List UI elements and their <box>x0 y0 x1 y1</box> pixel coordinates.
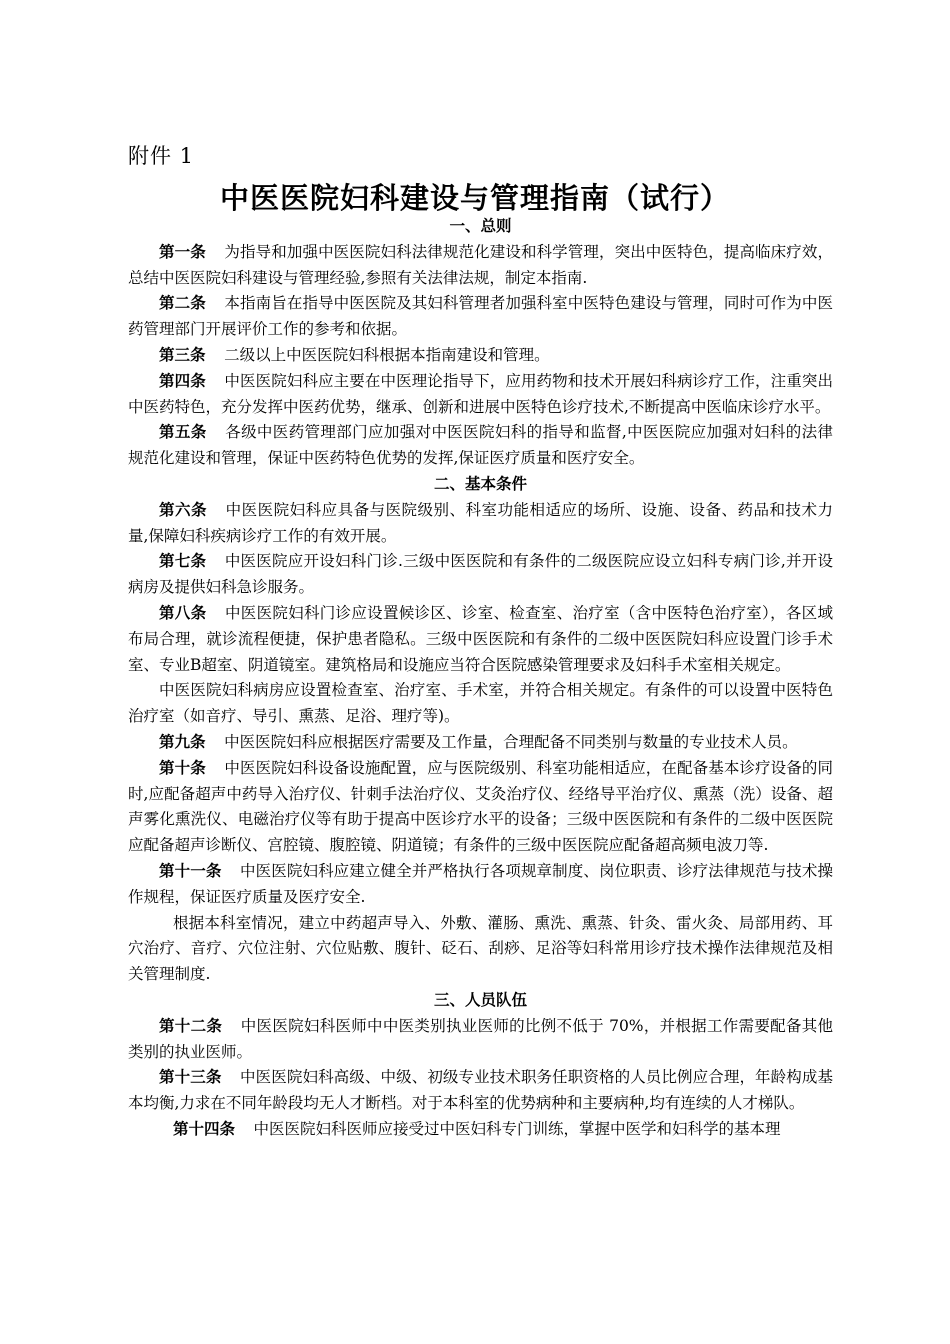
article-text: 中医医院妇科应具备与医院级别、科室功能相适应的场所、设施、设备、药品和技术力量,保障妇科疾病诊疗工作的有效开展。 <box>128 500 833 545</box>
article-14 <box>128 1117 833 1143</box>
section-heading-personnel: 三、人员队伍 <box>433 990 527 1009</box>
article-text: 中医医院妇科门诊应设置候诊区、诊室、检查室、治疗室（含中医特色治疗室），各区域布局合理，就诊流程便捷，保护患者隐私。三级中医医院和有条件的二级中医医院妇科应设置门诊手术室、专业B超室、阴道镜室。建筑格局和设施应当符合医院感染管理要求及妇科手术室相关规定。 <box>128 603 833 674</box>
article-text: 中医医院妇科应根据医疗需要及工作量，合理配备不同类别与数量的专业技术人员。 <box>224 732 798 751</box>
article-2 <box>128 291 833 343</box>
attachment-label: 附件 1 <box>128 144 195 168</box>
article-label: 第十条 <box>159 758 206 777</box>
article-12 <box>128 1014 833 1066</box>
article-label: 第六条 <box>159 500 207 519</box>
article-text: 中医医院妇科应建立健全并严格执行各项规章制度、岗位职责、诊疗法律规范与技术操作规程，保证医疗质量及医疗安全. <box>128 861 833 906</box>
article-9 <box>128 730 833 756</box>
article-3 <box>128 343 833 369</box>
article-label: 第十三条 <box>159 1068 222 1087</box>
section-heading-basic-conditions: 二、基本条件 <box>433 474 527 493</box>
article-text: 中医医院妇科医师应接受过中医妇科专门训练，掌握中医学和妇科学的基本理 <box>253 1119 781 1138</box>
article-text: 中医医院妇科高级、中级、初级专业技术职务任职资格的人员比例应合理，年龄构成基本均衡,力求在不同年龄段均无人才断档。对于本科室的优势病种和主要病种,均有连续的人才梯队。 <box>128 1068 833 1113</box>
article-text: 为指导和加强中医医院妇科法律规范化建设和科学管理，突出中医特色，提高临床疗效，总结中医医院妇科建设与管理经验,参照有关法律法规，制定本指南. <box>128 242 833 287</box>
article-1 <box>128 240 833 292</box>
article-5 <box>128 420 833 472</box>
article-label: 第二条 <box>159 294 206 313</box>
article-label: 第七条 <box>159 552 207 571</box>
article-6 <box>128 498 833 550</box>
article-text: 中医医院妇科医师中中医类别执业医师的比例不低于 70%，并根据工作需要配备其他类别的执业医师。 <box>128 1016 833 1061</box>
article-text: 本指南旨在指导中医医院及其妇科管理者加强科室中医特色建设与管理，同时可作为中医药管理部门开展评价工作的参考和依据。 <box>128 294 833 339</box>
article-label: 第十四条 <box>172 1119 235 1138</box>
article-text: 各级中医药管理部门应加强对中医医院妇科的指导和监督,中医医院应加强对妇科的法律规范化建设和管理，保证中医药特色优势的发挥,保证医疗质量和医疗安全。 <box>128 423 833 468</box>
article-label: 第九条 <box>159 732 206 751</box>
document-title: 中医医院妇科建设与管理指南（试行） <box>219 181 730 215</box>
article-8 <box>128 601 833 678</box>
article-4 <box>128 369 833 421</box>
article-text: 二级以上中医医院妇科根据本指南建设和管理。 <box>224 345 550 364</box>
article-10 <box>128 756 833 859</box>
article-11-continuation: 根据本科室情况，建立中药超声导入、外敷、灌肠、熏洗、熏蒸、针灸、雷火灸、局部用药、耳穴治疗、音疗、穴位注射、穴位贴敷、腹针、砭石、刮痧、足浴等妇科常用诊疗技术操作法律规范及相关管理制度. <box>128 913 833 984</box>
article-text: 中医医院妇科应主要在中医理论指导下，应用药物和技术开展妇科病诊疗工作，注重突出中医药特色，充分发挥中医药优势，继承、创新和进展中医特色诊疗技术,不断提高中医临床诊疗水平。 <box>128 371 833 416</box>
article-label: 第八条 <box>159 603 207 622</box>
section-heading-general: 一、总则 <box>449 217 512 235</box>
article-8-continuation: 中医医院妇科病房应设置检查室、治疗室、手术室，并符合相关规定。有条件的可以设置中医特色治疗室（如音疗、导引、熏蒸、足浴、理疗等)。 <box>128 681 833 726</box>
article-7 <box>128 549 833 601</box>
article-label: 第一条 <box>159 242 206 261</box>
article-label: 第十二条 <box>159 1016 223 1035</box>
article-label: 第四条 <box>159 371 206 390</box>
article-11 <box>128 859 833 911</box>
article-label: 第五条 <box>159 423 207 442</box>
article-label: 第三条 <box>159 345 206 364</box>
article-text: 中医医院应开设妇科门诊.三级中医医院和有条件的二级医院应设立妇科专病门诊,并开设病房及提供妇科急诊服务。 <box>128 552 833 597</box>
document-body <box>128 214 833 1143</box>
article-text: 中医医院妇科设备设施配置，应与医院级别、科室功能相适应，在配备基本诊疗设备的同时,应配备超声中药导入治疗仪、针刺手法治疗仪、艾灸治疗仪、经络导平治疗仪、熏蒸（洗）设备、超声雾化熏洗仪、电磁治疗仪等有助于提高中医诊疗水平的设备；三级中医医院和有条件的二级中医医院应配备超声诊断仪、宫腔镜、腹腔镜、阴道镜；有条件的三级中医医院应配备超高频电波刀等. <box>128 758 833 855</box>
article-label: 第十一条 <box>159 861 222 880</box>
article-13 <box>128 1065 833 1117</box>
